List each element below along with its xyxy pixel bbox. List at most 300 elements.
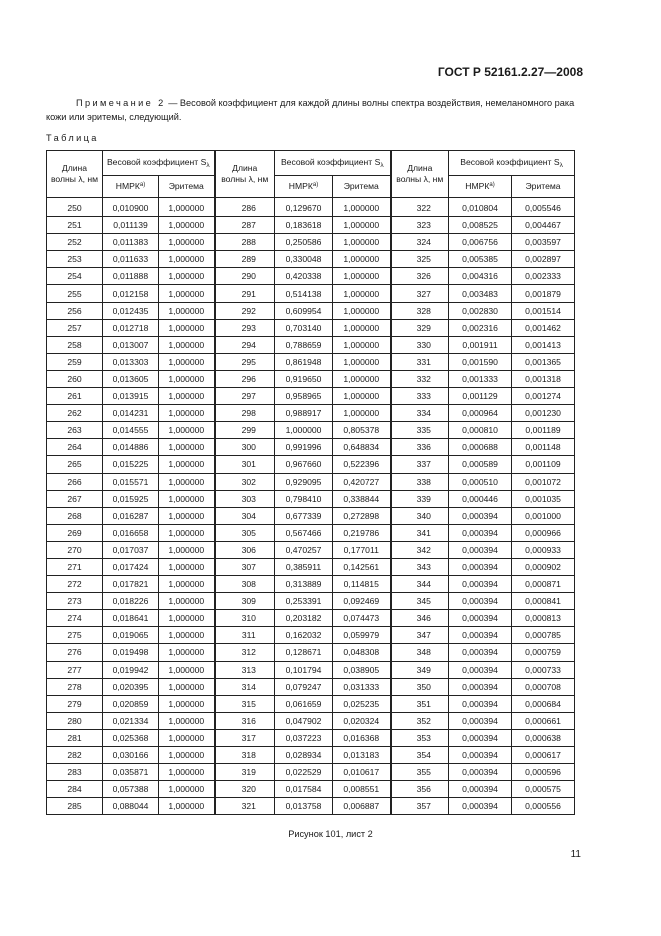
erythema-cell: 0,114815 [333,576,391,593]
nmrk-cell: 0,000394 [449,541,512,558]
nmrk-cell: 0,019065 [103,627,159,644]
nmrk-cell: 0,013915 [103,388,159,405]
wavelength-cell: 309 [215,593,275,610]
header-erythema: Эритема [333,176,391,198]
erythema-cell: 1,000000 [159,712,215,729]
wavelength-cell: 285 [47,798,103,815]
table-row [47,370,575,387]
note-paragraph [46,96,576,124]
erythema-cell: 0,010617 [333,764,391,781]
wavelength-cell: 342 [391,541,449,558]
wavelength-cell: 264 [47,439,103,456]
table-row [47,473,575,490]
erythema-cell: 1,000000 [159,627,215,644]
erythema-cell: 1,000000 [159,490,215,507]
erythema-cell: 0,000596 [512,764,575,781]
wavelength-cell: 266 [47,473,103,490]
erythema-cell: 0,001879 [512,285,575,302]
erythema-cell: 1,000000 [159,302,215,319]
nmrk-cell: 0,012158 [103,285,159,302]
erythema-cell: 0,338844 [333,490,391,507]
nmrk-cell: 0,057388 [103,781,159,798]
nmrk-cell: 0,000446 [449,490,512,507]
table-row [47,251,575,268]
nmrk-cell: 0,000394 [449,524,512,541]
nmrk-cell: 0,988917 [275,405,333,422]
nmrk-cell: 0,006756 [449,234,512,251]
erythema-cell: 0,000902 [512,558,575,575]
erythema-cell: 0,001148 [512,439,575,456]
wavelength-cell: 303 [215,490,275,507]
wavelength-cell: 298 [215,405,275,422]
nmrk-cell: 0,929095 [275,473,333,490]
nmrk-cell: 0,000394 [449,747,512,764]
nmrk-cell: 0,014886 [103,439,159,456]
wavelength-cell: 255 [47,285,103,302]
wavelength-cell: 271 [47,558,103,575]
erythema-cell: 0,001274 [512,388,575,405]
nmrk-cell: 0,011383 [103,234,159,251]
erythema-cell: 0,002333 [512,268,575,285]
nmrk-cell: 0,000394 [449,627,512,644]
table-row [47,644,575,661]
nmrk-cell: 0,861948 [275,353,333,370]
wavelength-cell: 340 [391,507,449,524]
erythema-cell: 1,000000 [159,217,215,234]
erythema-cell: 0,000733 [512,661,575,678]
erythema-cell: 0,025235 [333,695,391,712]
table-row [47,747,575,764]
erythema-cell: 0,000661 [512,712,575,729]
nmrk-cell: 0,253391 [275,593,333,610]
erythema-cell: 1,000000 [159,576,215,593]
erythema-cell: 1,000000 [333,370,391,387]
erythema-cell: 1,000000 [333,319,391,336]
nmrk-cell: 0,018226 [103,593,159,610]
nmrk-cell: 0,514138 [275,285,333,302]
erythema-cell: 0,000841 [512,593,575,610]
table-row [47,439,575,456]
table-row [47,302,575,319]
erythema-cell: 1,000000 [159,353,215,370]
nmrk-cell: 0,014231 [103,405,159,422]
wavelength-cell: 290 [215,268,275,285]
wavelength-cell: 306 [215,541,275,558]
wavelength-cell: 272 [47,576,103,593]
wavelength-cell: 335 [391,422,449,439]
erythema-cell: 0,219786 [333,524,391,541]
nmrk-cell: 0,919650 [275,370,333,387]
erythema-cell: 0,008551 [333,781,391,798]
wavelength-cell: 324 [391,234,449,251]
table-row [47,661,575,678]
erythema-cell: 0,000708 [512,678,575,695]
erythema-cell: 1,000000 [159,781,215,798]
erythema-cell: 1,000000 [159,439,215,456]
wavelength-cell: 302 [215,473,275,490]
table-row [47,729,575,746]
header-weight: Весовой коэффициент $S_\lambda$ [103,151,215,176]
wavelength-cell: 310 [215,610,275,627]
nmrk-cell: 0,000589 [449,456,512,473]
table-row [47,422,575,439]
erythema-cell: 1,000000 [333,388,391,405]
wavelength-cell: 268 [47,507,103,524]
wavelength-cell: 296 [215,370,275,387]
erythema-cell: 1,000000 [333,217,391,234]
erythema-cell: 0,000785 [512,627,575,644]
erythema-cell: 0,000966 [512,524,575,541]
wavelength-cell: 289 [215,251,275,268]
wavelength-cell: 295 [215,353,275,370]
header-wavelength: Длина волны λ, нм [47,151,103,198]
erythema-cell: 1,000000 [333,268,391,285]
nmrk-cell: 0,001590 [449,353,512,370]
weighting-table [46,150,575,815]
erythema-cell: 1,000000 [159,729,215,746]
nmrk-cell: 0,015571 [103,473,159,490]
erythema-cell: 1,000000 [159,661,215,678]
nmrk-cell: 0,008525 [449,217,512,234]
nmrk-cell: 0,037223 [275,729,333,746]
nmrk-cell: 0,000394 [449,781,512,798]
nmrk-cell: 0,000394 [449,712,512,729]
erythema-cell: 1,000000 [333,234,391,251]
table-row [47,336,575,353]
wavelength-cell: 354 [391,747,449,764]
nmrk-cell: 0,000394 [449,610,512,627]
erythema-cell: 0,013183 [333,747,391,764]
wavelength-cell: 250 [47,198,103,217]
nmrk-cell: 0,703140 [275,319,333,336]
nmrk-cell: 0,088044 [103,798,159,815]
table-row [47,234,575,251]
nmrk-cell: 0,420338 [275,268,333,285]
wavelength-cell: 292 [215,302,275,319]
erythema-cell: 1,000000 [333,405,391,422]
standard-id: ГОСТ Р 52161.2.27—2008 [437,65,583,79]
wavelength-cell: 251 [47,217,103,234]
wavelength-cell: 312 [215,644,275,661]
nmrk-cell: 0,020859 [103,695,159,712]
table-row [47,268,575,285]
wavelength-cell: 286 [215,198,275,217]
nmrk-cell: 0,030166 [103,747,159,764]
table-row [47,456,575,473]
wavelength-cell: 281 [47,729,103,746]
table-row [47,388,575,405]
nmrk-cell: 0,010900 [103,198,159,217]
erythema-cell: 1,000000 [159,405,215,422]
erythema-cell: 0,020324 [333,712,391,729]
nmrk-cell: 0,017424 [103,558,159,575]
nmrk-cell: 0,991996 [275,439,333,456]
nmrk-cell: 0,022529 [275,764,333,781]
table-row [47,217,575,234]
table-row [47,198,575,217]
wavelength-cell: 337 [391,456,449,473]
nmrk-cell: 0,000394 [449,661,512,678]
wavelength-cell: 277 [47,661,103,678]
wavelength-cell: 275 [47,627,103,644]
nmrk-cell: 0,016658 [103,524,159,541]
wavelength-cell: 349 [391,661,449,678]
erythema-cell: 0,420727 [333,473,391,490]
erythema-cell: 1,000000 [159,251,215,268]
wavelength-cell: 260 [47,370,103,387]
erythema-cell: 0,001230 [512,405,575,422]
erythema-cell: 0,000684 [512,695,575,712]
nmrk-cell: 0,011139 [103,217,159,234]
wavelength-cell: 253 [47,251,103,268]
erythema-cell: 1,000000 [159,285,215,302]
nmrk-cell: 0,000394 [449,798,512,815]
erythema-cell: 0,016368 [333,729,391,746]
wavelength-cell: 321 [215,798,275,815]
erythema-cell: 1,000000 [159,234,215,251]
wavelength-cell: 320 [215,781,275,798]
table-row [47,695,575,712]
nmrk-cell: 0,047902 [275,712,333,729]
nmrk-cell: 0,000394 [449,576,512,593]
header-nmrk: $НМРК^{а)}$ [275,176,333,198]
nmrk-cell: 0,011633 [103,251,159,268]
wavelength-cell: 299 [215,422,275,439]
header-nmrk: $НМРК^{а)}$ [449,176,512,198]
wavelength-cell: 267 [47,490,103,507]
erythema-cell: 1,000000 [159,610,215,627]
nmrk-cell: 0,035871 [103,764,159,781]
wavelength-cell: 327 [391,285,449,302]
table-row [47,541,575,558]
nmrk-cell: 0,313889 [275,576,333,593]
erythema-cell: 1,000000 [159,678,215,695]
erythema-cell: 0,001514 [512,302,575,319]
wavelength-cell: 314 [215,678,275,695]
nmrk-cell: 0,013758 [275,798,333,815]
wavelength-cell: 317 [215,729,275,746]
nmrk-cell: 0,017584 [275,781,333,798]
header-weight: Весовой коэффициент $S_\lambda$ [449,151,575,176]
wavelength-cell: 291 [215,285,275,302]
nmrk-cell: 0,015225 [103,456,159,473]
wavelength-cell: 326 [391,268,449,285]
erythema-cell: 1,000000 [333,336,391,353]
wavelength-cell: 346 [391,610,449,627]
erythema-cell: 0,038905 [333,661,391,678]
erythema-cell: 0,059979 [333,627,391,644]
erythema-cell: 1,000000 [159,319,215,336]
erythema-cell: 1,000000 [333,198,391,217]
nmrk-cell: 0,385911 [275,558,333,575]
nmrk-cell: 0,000510 [449,473,512,490]
nmrk-cell: 0,002316 [449,319,512,336]
nmrk-cell: 0,000394 [449,644,512,661]
erythema-cell: 0,272898 [333,507,391,524]
table-row [47,781,575,798]
erythema-cell: 1,000000 [333,285,391,302]
wavelength-cell: 316 [215,712,275,729]
nmrk-cell: 0,330048 [275,251,333,268]
wavelength-cell: 305 [215,524,275,541]
wavelength-cell: 318 [215,747,275,764]
wavelength-cell: 270 [47,541,103,558]
nmrk-cell: 0,000394 [449,593,512,610]
erythema-cell: 0,048308 [333,644,391,661]
wavelength-cell: 297 [215,388,275,405]
wavelength-cell: 300 [215,439,275,456]
nmrk-cell: 0,000394 [449,695,512,712]
nmrk-cell: 0,162032 [275,627,333,644]
erythema-cell: 0,001109 [512,456,575,473]
wavelength-cell: 279 [47,695,103,712]
wavelength-cell: 330 [391,336,449,353]
table-row [47,524,575,541]
wavelength-cell: 284 [47,781,103,798]
erythema-cell: 0,074473 [333,610,391,627]
wavelength-cell: 276 [47,644,103,661]
wavelength-cell: 301 [215,456,275,473]
header-nmrk: $НМРК^{а)}$ [103,176,159,198]
header-wavelength: Длина волны λ, нм [215,151,275,198]
wavelength-cell: 259 [47,353,103,370]
wavelength-cell: 274 [47,610,103,627]
nmrk-cell: 0,019942 [103,661,159,678]
wavelength-cell: 344 [391,576,449,593]
nmrk-cell: 0,967660 [275,456,333,473]
erythema-cell: 0,006887 [333,798,391,815]
nmrk-cell: 1,000000 [275,422,333,439]
table-row [47,490,575,507]
page-number: 11 [570,849,581,860]
erythema-cell: 0,001072 [512,473,575,490]
wavelength-cell: 313 [215,661,275,678]
wavelength-cell: 262 [47,405,103,422]
nmrk-cell: 0,000394 [449,729,512,746]
table-row [47,405,575,422]
nmrk-cell: 0,014555 [103,422,159,439]
table-row [47,764,575,781]
erythema-cell: 0,142561 [333,558,391,575]
erythema-cell: 1,000000 [333,353,391,370]
wavelength-cell: 278 [47,678,103,695]
wavelength-cell: 308 [215,576,275,593]
erythema-cell: 0,000638 [512,729,575,746]
nmrk-cell: 0,013605 [103,370,159,387]
wavelength-cell: 332 [391,370,449,387]
wavelength-cell: 315 [215,695,275,712]
wavelength-cell: 348 [391,644,449,661]
wavelength-cell: 341 [391,524,449,541]
erythema-cell: 0,001189 [512,422,575,439]
wavelength-cell: 323 [391,217,449,234]
table-row [47,285,575,302]
wavelength-cell: 280 [47,712,103,729]
nmrk-cell: 0,005385 [449,251,512,268]
erythema-cell: 0,000556 [512,798,575,815]
wavelength-cell: 350 [391,678,449,695]
header-weight: Весовой коэффициент $S_\lambda$ [275,151,391,176]
wavelength-cell: 261 [47,388,103,405]
table-row [47,678,575,695]
wavelength-cell: 352 [391,712,449,729]
note-text: — Весовой коэффициент для каждой длины волны спектра воздействия, немеланомного рака кожи или эритемы, следующий. [46,98,575,122]
wavelength-cell: 258 [47,336,103,353]
nmrk-cell: 0,101794 [275,661,333,678]
erythema-cell: 1,000000 [159,507,215,524]
nmrk-cell: 0,017821 [103,576,159,593]
nmrk-cell: 0,061659 [275,695,333,712]
erythema-cell: 0,805378 [333,422,391,439]
table-row [47,319,575,336]
erythema-cell: 0,000813 [512,610,575,627]
wavelength-cell: 357 [391,798,449,815]
nmrk-cell: 0,017037 [103,541,159,558]
erythema-cell: 1,000000 [159,593,215,610]
header-wavelength: Длина волны λ, нм [391,151,449,198]
wavelength-cell: 256 [47,302,103,319]
nmrk-cell: 0,012435 [103,302,159,319]
erythema-cell: 0,001413 [512,336,575,353]
wavelength-cell: 343 [391,558,449,575]
wavelength-cell: 339 [391,490,449,507]
erythema-cell: 0,031333 [333,678,391,695]
wavelength-cell: 288 [215,234,275,251]
nmrk-cell: 0,013007 [103,336,159,353]
wavelength-cell: 263 [47,422,103,439]
nmrk-cell: 0,567466 [275,524,333,541]
wavelength-cell: 265 [47,456,103,473]
table-row [47,353,575,370]
nmrk-cell: 0,079247 [275,678,333,695]
erythema-cell: 0,000617 [512,747,575,764]
nmrk-cell: 0,000964 [449,405,512,422]
erythema-cell: 1,000000 [159,558,215,575]
nmrk-cell: 0,018641 [103,610,159,627]
wavelength-cell: 329 [391,319,449,336]
erythema-cell: 0,648834 [333,439,391,456]
erythema-cell: 0,000759 [512,644,575,661]
nmrk-cell: 0,028934 [275,747,333,764]
wavelength-cell: 287 [215,217,275,234]
erythema-cell: 0,000871 [512,576,575,593]
table-row [47,576,575,593]
table-row [47,610,575,627]
nmrk-cell: 0,000394 [449,678,512,695]
nmrk-cell: 0,013303 [103,353,159,370]
erythema-cell: 0,001000 [512,507,575,524]
erythema-cell: 0,000575 [512,781,575,798]
wavelength-cell: 331 [391,353,449,370]
nmrk-cell: 0,000394 [449,764,512,781]
nmrk-cell: 0,001333 [449,370,512,387]
nmrk-cell: 0,470257 [275,541,333,558]
erythema-cell: 1,000000 [159,695,215,712]
table-row [47,593,575,610]
erythema-cell: 1,000000 [159,370,215,387]
nmrk-cell: 0,001129 [449,388,512,405]
nmrk-cell: 0,128671 [275,644,333,661]
erythema-cell: 1,000000 [333,251,391,268]
nmrk-cell: 0,012718 [103,319,159,336]
wavelength-cell: 307 [215,558,275,575]
header-erythema: Эритема [512,176,575,198]
nmrk-cell: 0,010804 [449,198,512,217]
nmrk-cell: 0,015925 [103,490,159,507]
header-erythema: Эритема [159,176,215,198]
wavelength-cell: 282 [47,747,103,764]
wavelength-cell: 319 [215,764,275,781]
